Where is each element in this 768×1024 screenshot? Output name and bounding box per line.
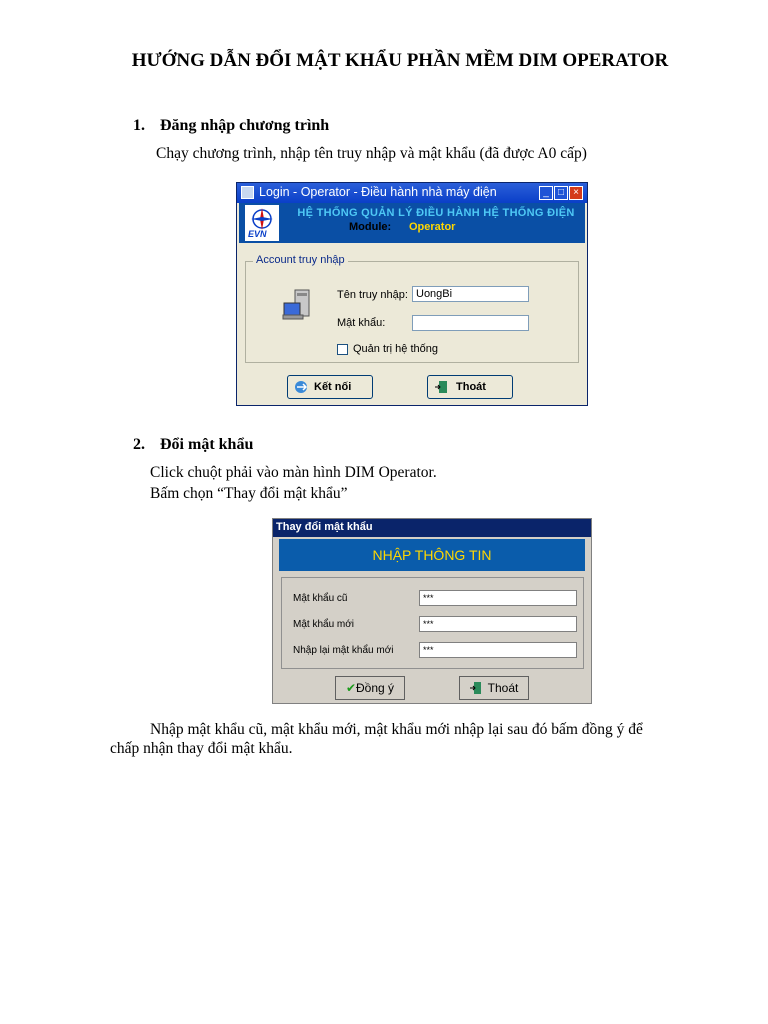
section2-number: 2.: [133, 436, 145, 453]
document-title: HƯỚNG DẪN ĐỔI MẬT KHẨU PHẦN MỀM DIM OPERATOR: [131, 50, 669, 71]
maximize-icon[interactable]: □: [554, 186, 568, 200]
exit-button-label: Thoát: [456, 381, 486, 393]
evn-logo: [245, 205, 279, 241]
closing-line1: Nhập mật khẩu cũ, mật khẩu mới, mật khẩu mới nhập lại sau đó bấm đồng ý để: [150, 721, 643, 738]
cancel-button[interactable]: [459, 676, 529, 700]
admin-checkbox-label: Quản trị hệ thống: [353, 343, 439, 355]
section2-line2: Bấm chọn “Thay đổi mật khẩu”: [150, 485, 348, 502]
connect-icon: [294, 380, 310, 394]
exit-door-icon: [470, 682, 482, 695]
section1-text: Chạy chương trình, nhập tên truy nhập và mật khẩu (đã được A0 cấp): [156, 145, 587, 162]
app-icon: [241, 186, 254, 199]
new-password-input[interactable]: [419, 616, 577, 632]
closing-line2: chấp nhận thay đổi mật khẩu.: [110, 740, 293, 757]
password-input[interactable]: [412, 315, 529, 331]
minimize-icon[interactable]: _: [539, 186, 553, 200]
change-password-window-title: Thay đổi mật khẩu: [276, 521, 373, 533]
change-password-titlebar: [273, 519, 591, 537]
section1-number: 1.: [133, 117, 145, 134]
ok-button[interactable]: [335, 676, 405, 700]
password-label: Mật khẩu:: [337, 317, 386, 329]
confirm-password-label: Nhập lại mật khẩu mới: [293, 645, 394, 656]
module-value: Operator: [409, 221, 456, 233]
username-label: Tên truy nhập:: [337, 289, 408, 301]
admin-checkbox[interactable]: [337, 344, 348, 355]
ok-button-label: Đồng ý: [356, 681, 395, 695]
username-input[interactable]: [412, 286, 529, 302]
cancel-button-label: Thoát: [487, 681, 519, 695]
old-password-label: Mật khẩu cũ: [293, 593, 348, 604]
module-label: Module:: [349, 221, 392, 233]
input-info-header: NHẬP THÔNG TIN: [279, 539, 585, 571]
account-group-label: Account truy nhập: [253, 254, 348, 266]
computer-user-icon: [281, 287, 317, 328]
logo-text: EVN: [248, 229, 267, 239]
change-password-window: [272, 518, 592, 704]
close-icon[interactable]: ×: [569, 186, 583, 200]
login-window: [236, 182, 588, 406]
section2-heading: Đổi mật khẩu: [160, 436, 254, 453]
login-window-title: Login - Operator - Điều hành nhà máy điện: [259, 185, 497, 199]
checkmark-icon: ✔: [345, 681, 357, 695]
connect-button-label: Kết nối: [314, 381, 352, 393]
section2-line1: Click chuột phải vào màn hình DIM Operator.: [150, 464, 437, 481]
connect-button[interactable]: [287, 375, 373, 399]
section1-heading: Đăng nhập chương trình: [160, 117, 330, 134]
confirm-password-input[interactable]: [419, 642, 577, 658]
exit-door-icon: [434, 380, 448, 394]
old-password-input[interactable]: [419, 590, 577, 606]
exit-button[interactable]: [427, 375, 513, 399]
new-password-label: Mật khẩu mới: [293, 619, 355, 630]
banner-title: HỆ THỐNG QUẢN LÝ ĐIỀU HÀNH HỆ THỐNG ĐIỆN: [297, 207, 575, 219]
login-titlebar: [237, 183, 587, 203]
